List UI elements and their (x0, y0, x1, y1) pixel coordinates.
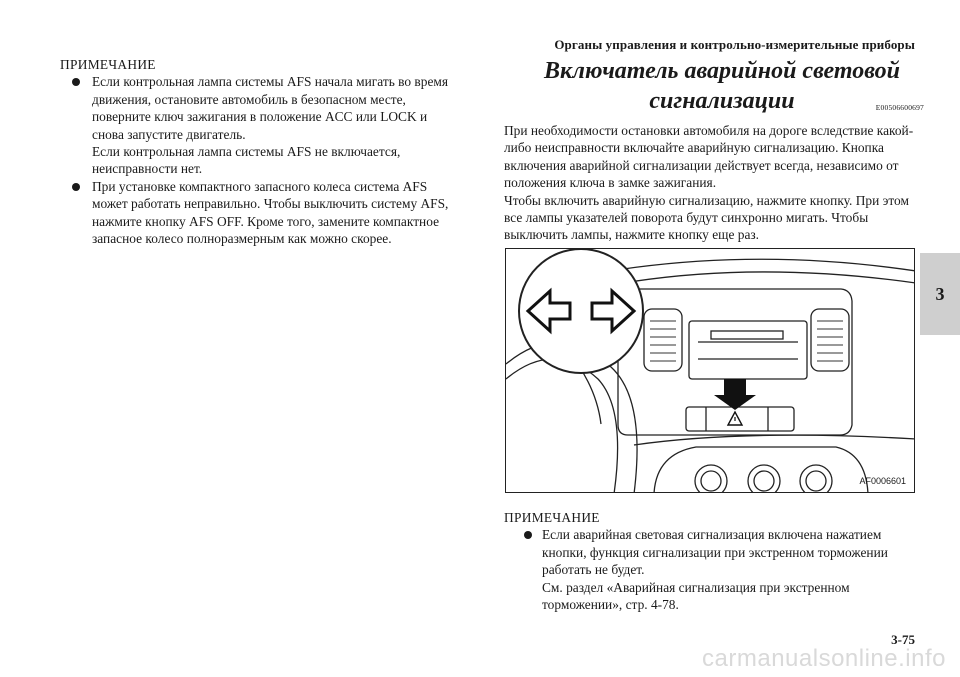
body-paragraph: Чтобы включить аварийную сигнализацию, нажмите кнопку. При этом все лампы указателей поворота будут синхронно мигать. Чтобы выключить лампы, нажмите кнопку еще раз. (504, 192, 909, 243)
down-arrow-icon (714, 379, 756, 410)
note-list (504, 526, 924, 613)
section-code: E00506600697 (875, 103, 924, 112)
section-title: Включатель аварийной световой сигнализации (544, 58, 900, 114)
note-paragraph: Если контрольная лампа системы AFS не включается, неисправности нет. (92, 144, 401, 177)
note-title: ПРИМЕЧАНИЕ (504, 510, 600, 525)
page-number: 3-75 (891, 632, 915, 647)
page-header: Органы управления и контрольно-измерительные приборы (554, 37, 915, 52)
note-paragraph: Если контрольная лампа системы AFS начала мигать во время движения, остановите автомобиль в безопасном месте, поверните ключ зажигания в положение ACC или LOCK и снова запустите двигатель. (92, 74, 449, 142)
list-item (60, 178, 460, 248)
section-body (504, 122, 924, 244)
note-paragraph: См. раздел «Аварийная сигнализация при экстренном торможении», стр. 4-78. (542, 579, 850, 613)
hazard-section (504, 56, 924, 244)
hazard-triangle-icon (728, 412, 742, 425)
watermark: carmanualsonline.info (702, 645, 946, 672)
note-title: ПРИМЕЧАНИЕ (60, 57, 156, 72)
note-paragraph: При установке компактного запасного колеса система AFS может работать неправильно. Чтобы выключить систему AFS, нажмите кнопку AFS OFF. Кроме того, замените компактное запасное колесо полноразмерным как можно скорее. (92, 178, 449, 247)
right-note (504, 509, 924, 613)
chapter-tab[interactable]: 3 (920, 253, 960, 335)
list-item (60, 73, 460, 177)
dashboard-drawing (506, 249, 915, 493)
note-paragraph: Если аварийная световая сигнализация включена нажатием кнопки, функция сигнализации при экстренном торможении работать не будет. (542, 527, 888, 578)
left-note (60, 56, 460, 247)
body-paragraph: При необходимости остановки автомобиля на дороге вследствие какой-либо неисправности включайте аварийную сигнализацию. Кнопка включения аварийной сигнализации действует всегда, независимо от положения ключа в замке зажигания. (504, 123, 914, 191)
figure-code: AF0006601 (859, 476, 906, 486)
dashboard-illustration (505, 248, 915, 493)
note-list (60, 73, 460, 247)
list-item (504, 526, 924, 613)
